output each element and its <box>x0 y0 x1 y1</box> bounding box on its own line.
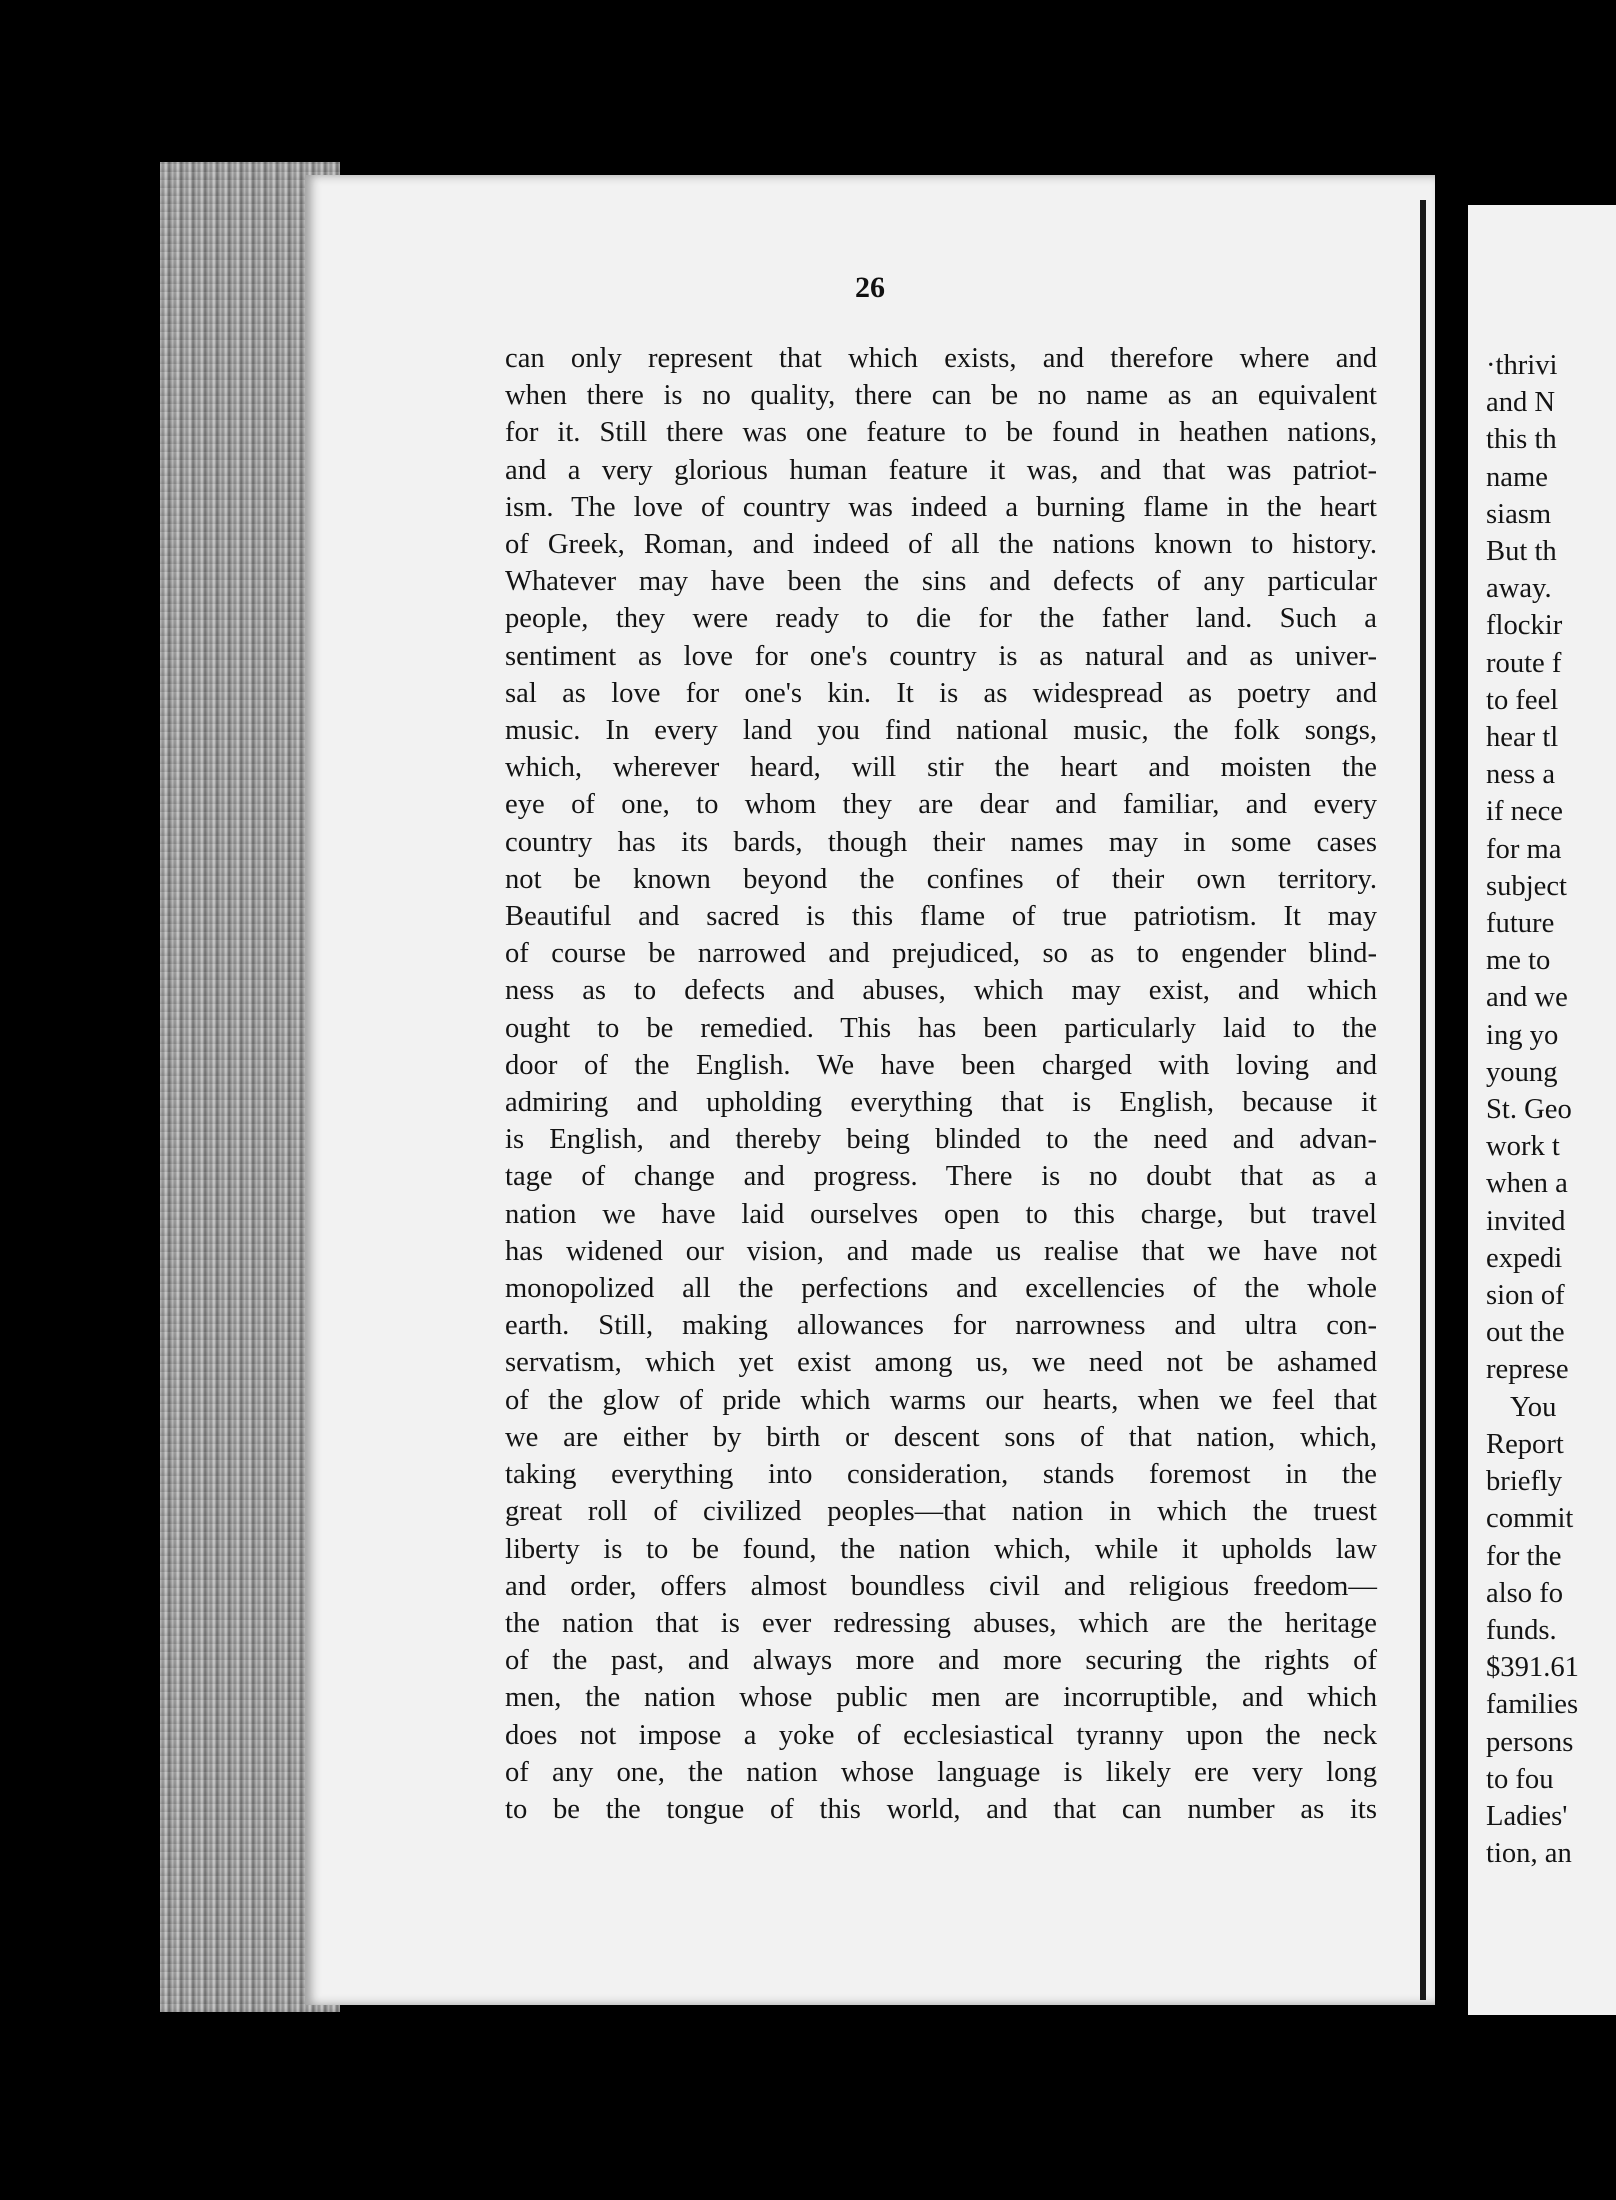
text-line: ought to be remedied. This has been particularly laid to the <box>505 1012 1377 1044</box>
text-line: liberty is to be found, the nation which, while it upholds law <box>505 1533 1377 1565</box>
text-line: nation we have laid ourselves open to this charge, but travel <box>505 1198 1377 1230</box>
text-line: away. <box>1486 573 1552 605</box>
text-line: admiring and upholding everything that is English, because it <box>505 1087 1377 1119</box>
text-line: ness as to defects and abuses, which may exist, and which <box>505 975 1377 1007</box>
text-line: has widened our vision, and made us realise that we have not <box>505 1235 1377 1267</box>
text-line: name <box>1486 461 1548 493</box>
text-line: sentiment as love for one's country is as natural and as univer- <box>505 640 1377 672</box>
text-line: future <box>1486 908 1555 940</box>
left-page-text <box>505 340 1377 1828</box>
text-line: and a very glorious human feature it was, and that was patriot- <box>505 454 1377 486</box>
text-line: monopolized all the perfections and excellencies of the whole <box>505 1273 1377 1305</box>
text-line: Whatever may have been the sins and defects of any particular <box>505 566 1377 598</box>
text-line: invited <box>1486 1205 1566 1237</box>
text-line: of course be narrowed and prejudiced, so as to engender blind- <box>505 938 1377 970</box>
text-line: and we <box>1486 982 1568 1014</box>
text-line: can only represent that which exists, and therefore where and <box>505 343 1377 374</box>
left-page <box>305 175 1435 2005</box>
text-line: St. Geo <box>1486 1094 1572 1126</box>
text-line: families <box>1486 1689 1579 1721</box>
text-line: hear tl <box>1486 722 1559 754</box>
text-line: out the <box>1486 1317 1565 1349</box>
text-line: flockir <box>1486 610 1563 642</box>
text-line: the nation that is ever redressing abuses, which are the heritage <box>505 1607 1377 1639</box>
text-line: Report <box>1486 1428 1564 1460</box>
text-line: ness a <box>1486 759 1556 791</box>
text-line: of the glow of pride which warms our hearts, when we feel that <box>505 1384 1377 1416</box>
text-line: sion of <box>1486 1280 1565 1312</box>
text-line: taking everything into consideration, stands foremost in the <box>505 1459 1377 1491</box>
text-line: young <box>1486 1056 1558 1088</box>
text-line: me to <box>1486 945 1551 977</box>
text-line: represe <box>1486 1354 1569 1386</box>
text-line: and order, offers almost boundless civil and religious freedom— <box>505 1570 1377 1602</box>
text-line: for ma <box>1486 833 1562 865</box>
right-page-cropped <box>1468 205 1616 2015</box>
text-line: if nece <box>1486 796 1563 828</box>
book-gutter <box>1420 200 1426 2000</box>
text-line: sal as love for one's kin. It is as widespread as poetry and <box>505 677 1377 709</box>
text-line: country has its bards, though their names may in some cases <box>505 826 1377 858</box>
text-line: we are either by birth or descent sons of that nation, which, <box>505 1421 1377 1453</box>
text-line: tion, an <box>1486 1838 1572 1870</box>
text-line: subject <box>1486 870 1567 902</box>
text-line: earth. Still, making allowances for narrowness and ultra con- <box>505 1310 1377 1342</box>
text-line: music. In every land you find national music, the folk songs, <box>505 715 1377 747</box>
text-line: eye of one, to whom they are dear and familiar, and every <box>505 789 1377 821</box>
text-line: also fo <box>1486 1577 1564 1609</box>
text-line: when there is no quality, there can be no name as an equivalent <box>505 380 1377 412</box>
text-line: does not impose a yoke of ecclesiastical tyranny upon the neck <box>505 1719 1377 1751</box>
page-number: 26 <box>855 271 885 304</box>
text-line: door of the English. We have been charged with loving and <box>505 1049 1377 1081</box>
text-line: men, the nation whose public men are incorruptible, and which <box>505 1682 1377 1714</box>
text-line: But th <box>1486 536 1557 568</box>
text-line: and N <box>1486 387 1556 419</box>
text-line: $391.61 <box>1486 1652 1579 1684</box>
text-line: of Greek, Roman, and indeed of all the nations known to history. <box>505 529 1377 561</box>
text-line: You <box>1510 1391 1557 1423</box>
text-line: persons <box>1486 1726 1574 1758</box>
text-line: of any one, the nation whose language is likely ere very long <box>505 1756 1377 1788</box>
text-line: Ladies' <box>1486 1800 1568 1832</box>
text-line: great roll of civilized peoples—that nation in which the truest <box>505 1496 1377 1528</box>
text-line: for the <box>1486 1540 1562 1572</box>
text-line: Beautiful and sacred is this flame of true patriotism. It may <box>505 901 1377 933</box>
text-line: to be the tongue of this world, and that can number as its <box>505 1793 1377 1825</box>
text-line: to feel <box>1486 684 1559 716</box>
text-line: briefly <box>1486 1466 1563 1498</box>
text-line: of the past, and always more and more securing the rights of <box>505 1645 1377 1677</box>
text-line: funds. <box>1486 1614 1557 1646</box>
text-line: when a <box>1486 1168 1568 1200</box>
text-line: commit <box>1486 1503 1574 1535</box>
text-line: this th <box>1486 424 1557 456</box>
text-line: servatism, which yet exist among us, we need not be ashamed <box>505 1347 1377 1379</box>
text-line: expedi <box>1486 1242 1563 1274</box>
text-line: people, they were ready to die for the father land. Such a <box>505 603 1377 635</box>
right-page-text <box>1486 347 1579 1872</box>
text-line: tage of change and progress. There is no doubt that as a <box>505 1161 1377 1193</box>
text-line: to fou <box>1486 1763 1554 1795</box>
text-line: ·thrivi <box>1486 350 1558 381</box>
text-line: for it. Still there was one feature to be found in heathen nations, <box>505 417 1377 449</box>
text-line: ing yo <box>1486 1019 1559 1051</box>
text-line: work t <box>1486 1131 1560 1163</box>
text-line: ism. The love of country was indeed a burning flame in the heart <box>505 491 1377 523</box>
text-line: which, wherever heard, will stir the heart and moisten the <box>505 752 1377 784</box>
text-line: not be known beyond the confines of their own territory. <box>505 863 1377 895</box>
text-line: siasm <box>1486 498 1552 530</box>
text-line: route f <box>1486 647 1562 679</box>
text-line: is English, and thereby being blinded to the need and advan- <box>505 1124 1377 1156</box>
